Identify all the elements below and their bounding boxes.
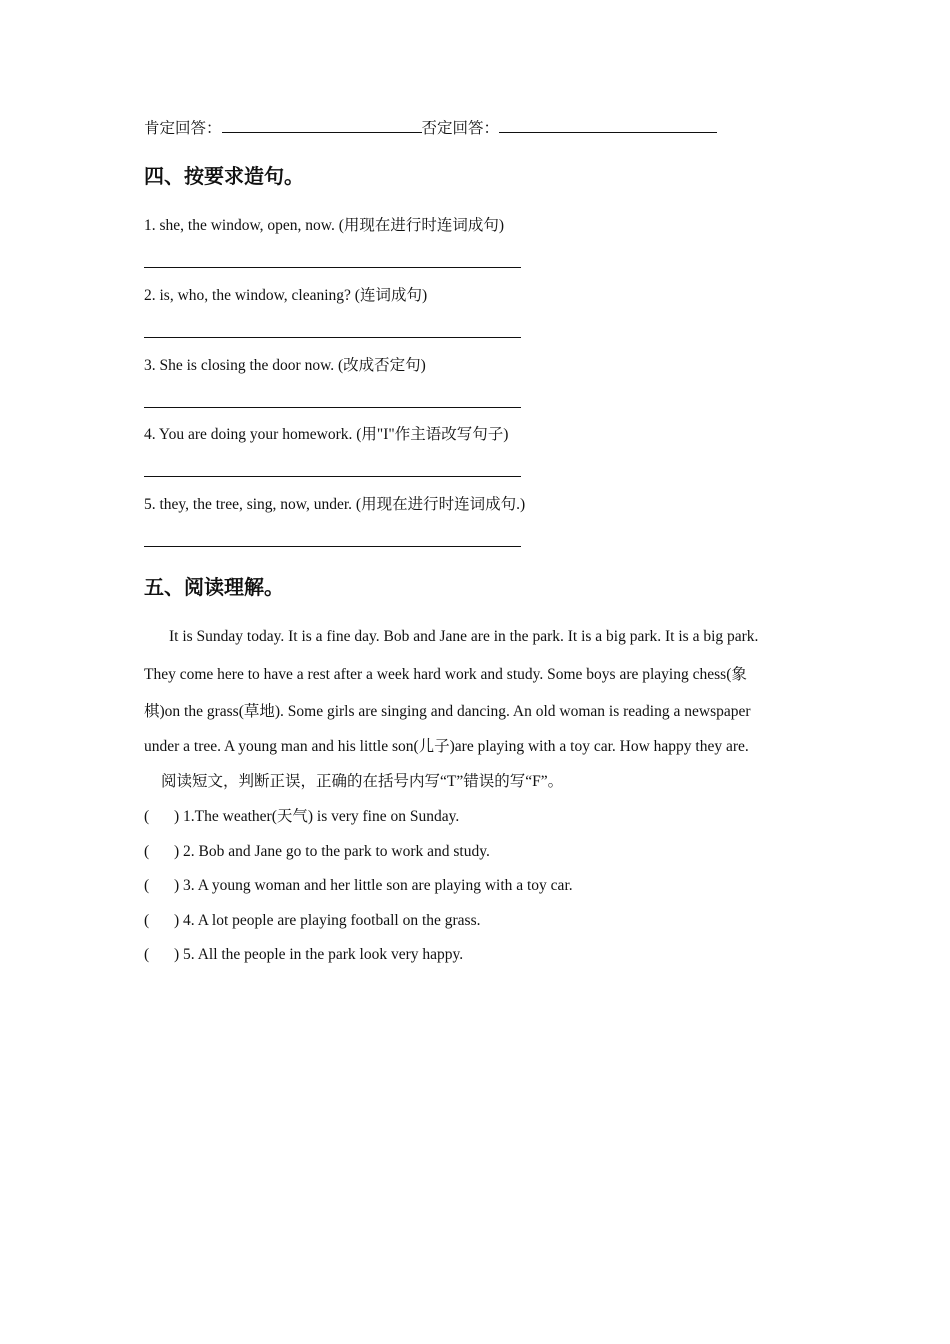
answer-line[interactable] — [144, 476, 521, 477]
statement-text: 4. A lot people are playing football on the grass. — [183, 912, 481, 929]
answer-row — [144, 118, 717, 139]
true-false-item: ( ) 2. Bob and Jane go to the park to work and study. — [144, 843, 490, 860]
answer-line[interactable] — [144, 546, 521, 547]
answer-line[interactable] — [144, 267, 521, 268]
answer-paren[interactable]: ( — [144, 808, 150, 825]
instruction-text: 阅读短文，判断正误，正确的在括号内写“T”错误的写“F”。 — [161, 773, 564, 790]
section-4-item: 3. She is closing the door now. (改成否定句) — [144, 357, 426, 374]
answer-paren[interactable]: ( — [144, 946, 150, 963]
passage-line: under a tree. A young man and his little son(儿子)are playing with a toy car. How happy they are. — [144, 738, 749, 755]
section-4-heading: 四、按要求造句。 — [144, 164, 304, 188]
true-false-item: ( ) 1.The weather(天气) is very fine on Sunday. — [144, 808, 460, 825]
passage-line: It is Sunday today. It is a fine day. Bob and Jane are in the park. It is a big park. It is a big park. — [169, 628, 759, 645]
section-4-item: 4. You are doing your homework. (用"I"作主语改写句子) — [144, 426, 509, 443]
answer-paren[interactable]: ( — [144, 877, 150, 894]
statement-text: 1.The weather(天气) is very fine on Sunday. — [183, 808, 460, 825]
statement-text: 3. A young woman and her little son are playing with a toy car. — [183, 877, 573, 894]
true-false-item: ( ) 4. A lot people are playing football on the grass. — [144, 912, 481, 929]
affirmative-answer-blank[interactable] — [222, 118, 422, 133]
affirmative-label: 肯定回答： — [144, 120, 222, 137]
section-4-item: 2. is, who, the window, cleaning? (连词成句) — [144, 287, 428, 304]
negative-answer-blank[interactable] — [499, 118, 717, 133]
true-false-item: ( ) 5. All the people in the park look very happy. — [144, 946, 464, 963]
answer-paren[interactable]: ( — [144, 843, 150, 860]
section-5-heading: 五、阅读理解。 — [144, 575, 284, 599]
statement-text: 2. Bob and Jane go to the park to work and study. — [183, 843, 490, 860]
section-4-item: 5. they, the tree, sing, now, under. (用现在进行时连词成句.) — [144, 496, 526, 513]
answer-line[interactable] — [144, 337, 521, 338]
negative-label: 否定回答： — [421, 120, 500, 137]
statement-text: 5. All the people in the park look very happy. — [183, 946, 464, 963]
true-false-item: ( ) 3. A young woman and her little son are playing with a toy car. — [144, 877, 573, 894]
answer-paren[interactable]: ( — [144, 912, 150, 929]
passage-line: 棋)on the grass(草地). Some girls are singing and dancing. An old woman is reading a newspaper — [144, 703, 751, 720]
section-4-item: 1. she, the window, open, now. (用现在进行时连词成句) — [144, 217, 505, 234]
answer-line[interactable] — [144, 407, 521, 408]
passage-line: They come here to have a rest after a week hard work and study. Some boys are playing chess(象 — [144, 666, 747, 683]
